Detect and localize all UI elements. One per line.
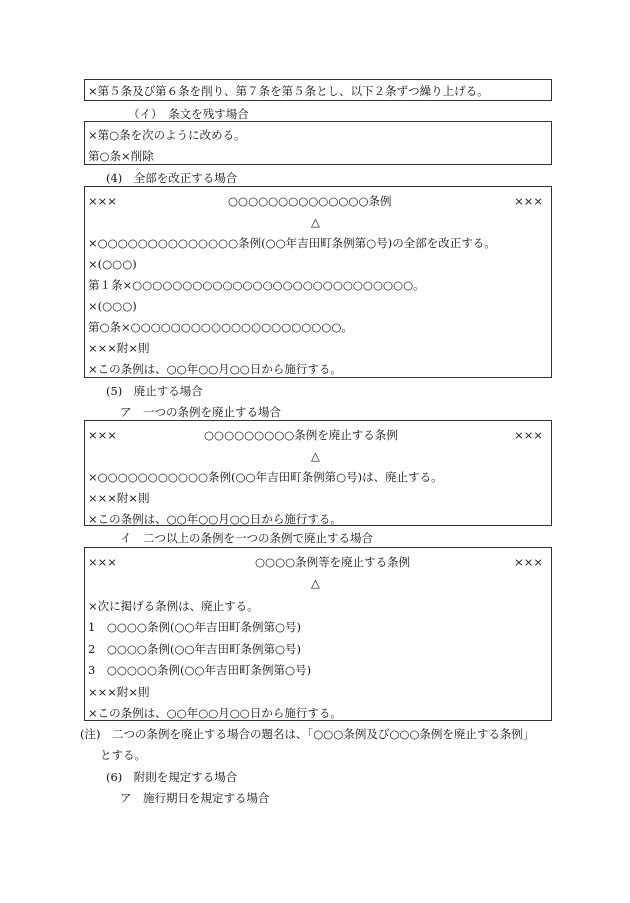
box-line: ×○○○○○○○○○○○条例(○○年吉田町条例第○号)は、廃止する。 [88,470,443,484]
box-line: ×××附×則 [88,685,150,699]
heading-supplementary: (6) 附則を規定する場合 [106,770,238,784]
box-header-left: ××× [88,555,117,569]
box-header-left: ××× [88,194,117,208]
box-header-right: ××× [514,555,543,569]
heading-keep-article: （イ） 条文を残す場合 [128,107,249,121]
box-line: ×○○○○○○○○○○○○○○条例(○○年吉田町条例第○号)の全部を改正する。 [88,236,496,250]
example-box-abolish-multiple [84,547,552,721]
box-line: 第○条×削除 [88,149,154,163]
box-line: 1 ○○○○条例(○○年吉田町条例第○号) [88,620,302,634]
box-line: 第○条×○○○○○○○○○○○○○○○○○○○○○。 [88,320,353,334]
ordinance-title: ○○○○条例等を廃止する条例 [255,555,411,569]
note-line-2: とする。 [100,748,146,762]
heading-effective-date: ア 施行期日を規定する場合 [120,791,270,805]
note-line-1: (注) 二つの条例を廃止する場合の題名は、「○○○条例及び○○○条例を廃止する条例」 [80,727,535,741]
box-line: ×第５条及び第６条を削り、第７条を第５条とし、以下２条ずつ繰り上げる。 [88,84,489,98]
box-line: ×(○○○) [88,299,137,313]
box-header-left: ××× [88,428,117,442]
box-line: 3 ○○○○○条例(○○年吉田町条例第○号) [88,663,312,677]
example-box-keep-article [84,121,552,165]
box-line: 第１条×○○○○○○○○○○○○○○○○○○○○○○○○○○○○。 [88,278,425,292]
triangle-mark: △ [311,215,320,229]
heading-full-revision: (4) 全部を改正する場合 [106,171,238,185]
box-header-right: ××× [514,194,543,208]
box-line: ×××附×則 [88,491,150,505]
heading-abolish: (5) 廃止する場合 [106,384,203,398]
heading-abolish-one: ア 一つの条例を廃止する場合 [120,405,281,419]
box-line: ×××附×則 [88,341,150,355]
example-box-renumber [84,79,552,101]
box-line: 2 ○○○○条例(○○年吉田町条例第○号) [88,642,302,656]
box-line: ×次に掲げる条例は、廃止する。 [88,599,259,613]
box-line: ×(○○○) [88,257,137,271]
triangle-mark: △ [311,576,320,590]
box-line: ×この条例は、○○年○○月○○日から施行する。 [88,362,342,376]
heading-abolish-multiple: イ 二つ以上の条例を一つの条例で廃止する場合 [120,531,373,545]
box-line: ×第○条を次のように改める。 [88,128,246,142]
ordinance-title: ○○○○○○○○○条例を廃止する条例 [204,428,398,442]
ordinance-title: ○○○○○○○○○○○○○○条例 [228,194,392,208]
box-line: ×この条例は、○○年○○月○○日から施行する。 [88,706,342,720]
box-header-right: ××× [514,428,543,442]
box-line: ×この条例は、○○年○○月○○日から施行する。 [88,512,342,526]
triangle-mark: △ [311,449,320,463]
example-box-full-revision [84,186,552,378]
example-box-abolish-one [84,420,552,526]
